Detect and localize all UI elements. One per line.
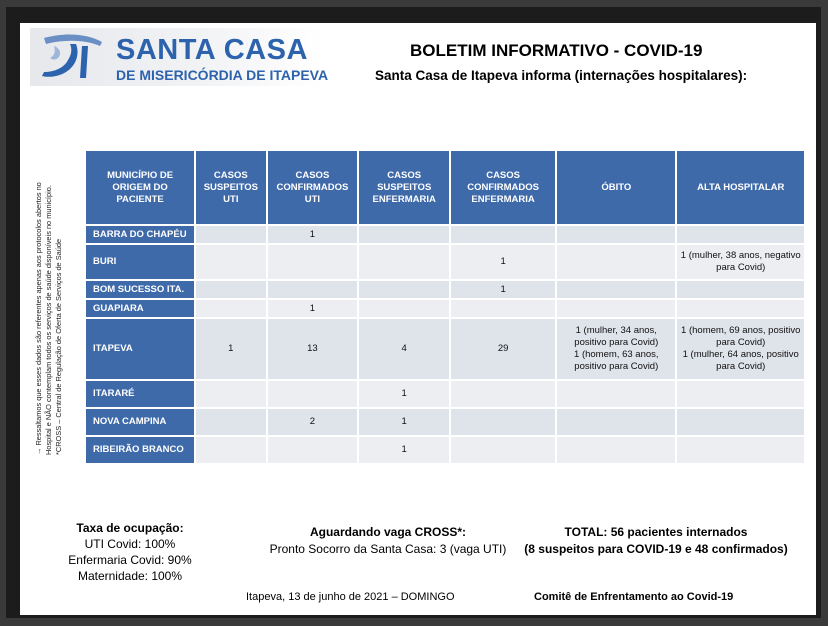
bulletin-subtitle: Santa Casa de Itapeva informa (internações hospitalares): bbox=[375, 68, 748, 83]
cell-obito: 1 (mulher, 34 anos, positivo para Covid) 1 (homem, 63 anos, positivo para Covid) bbox=[556, 318, 676, 380]
cell-alta bbox=[676, 408, 805, 436]
cell-suspeitos-uti bbox=[195, 380, 266, 408]
santa-casa-emblem-icon bbox=[36, 32, 108, 84]
table-row bbox=[85, 318, 805, 380]
waiting-heading: Aguardando vaga CROSS*: bbox=[309, 525, 467, 539]
waiting-cross bbox=[238, 524, 538, 558]
cell-confirmados-enfermaria: 29 bbox=[450, 318, 556, 380]
cell-suspeitos-uti: 1 bbox=[195, 318, 266, 380]
cell-confirmados-enfermaria bbox=[450, 380, 556, 408]
cell-suspeitos-uti bbox=[195, 280, 266, 299]
cell-obito bbox=[556, 280, 676, 299]
occupancy-enfermaria: Enfermaria Covid: 90% bbox=[68, 553, 192, 567]
logo-title: SANTA CASA bbox=[116, 34, 308, 66]
cell-municipio: ITAPEVA bbox=[85, 318, 195, 380]
cell-confirmados-uti: 1 bbox=[267, 225, 359, 244]
header-obito: ÓBITO bbox=[556, 150, 676, 225]
header-suspeitos-enfermaria: CASOS SUSPEITOS ENFERMARIA bbox=[358, 150, 450, 225]
cell-alta bbox=[676, 299, 805, 318]
cell-obito bbox=[556, 244, 676, 280]
cell-suspeitos-enfermaria bbox=[358, 299, 450, 318]
header-confirmados-uti: CASOS CONFIRMADOS UTI bbox=[267, 150, 359, 225]
cell-obito bbox=[556, 436, 676, 464]
bulletin-date: Itapeva, 13 de junho de 2021 – DOMINGO bbox=[246, 591, 455, 603]
cell-confirmados-enfermaria: 1 bbox=[450, 280, 556, 299]
cell-confirmados-uti: 13 bbox=[267, 318, 359, 380]
cell-suspeitos-uti bbox=[195, 436, 266, 464]
cell-suspeitos-enfermaria bbox=[358, 244, 450, 280]
hospitalization-table bbox=[84, 149, 806, 465]
side-note bbox=[34, 145, 64, 455]
cell-municipio: BOM SUCESSO ITA. bbox=[85, 280, 195, 299]
cell-confirmados-uti: 1 bbox=[267, 299, 359, 318]
waiting-text: Pronto Socorro da Santa Casa: 3 (vaga UTI) bbox=[269, 542, 507, 556]
cell-municipio: ITARARÉ bbox=[85, 380, 195, 408]
header-municipio: MUNICÍPIO DE ORIGEM DO PACIENTE bbox=[85, 150, 195, 225]
table-header-row bbox=[85, 150, 805, 225]
cell-confirmados-uti bbox=[267, 436, 359, 464]
header-alta-hospitalar: ALTA HOSPITALAR bbox=[676, 150, 805, 225]
side-note-line-2: Hospital e NÃO contemplam todos os serviços de saúde disponíveis no município. bbox=[44, 185, 53, 455]
cell-municipio: RIBEIRÃO BRANCO bbox=[85, 436, 195, 464]
occupancy-maternidade: Maternidade: 100% bbox=[77, 569, 183, 583]
cell-obito bbox=[556, 225, 676, 244]
cell-confirmados-enfermaria bbox=[450, 408, 556, 436]
cell-suspeitos-enfermaria bbox=[358, 225, 450, 244]
header-suspeitos-uti: CASOS SUSPEITOS UTI bbox=[195, 150, 266, 225]
cell-obito bbox=[556, 408, 676, 436]
committee-name: Comitê de Enfrentamento ao Covid-19 bbox=[534, 591, 734, 603]
cell-confirmados-enfermaria bbox=[450, 299, 556, 318]
cell-suspeitos-enfermaria: 1 bbox=[358, 408, 450, 436]
santa-casa-logo bbox=[30, 28, 329, 86]
cell-suspeitos-enfermaria: 4 bbox=[358, 318, 450, 380]
table-row bbox=[85, 380, 805, 408]
cell-municipio: NOVA CAMPINA bbox=[85, 408, 195, 436]
cell-municipio: GUAPIARA bbox=[85, 299, 195, 318]
table-row bbox=[85, 436, 805, 464]
table-row bbox=[85, 299, 805, 318]
cell-municipio: BURI bbox=[85, 244, 195, 280]
occupancy-rate bbox=[55, 520, 205, 584]
cell-alta bbox=[676, 380, 805, 408]
total-line-2: (8 suspeitos para COVID-19 e 48 confirmados) bbox=[524, 542, 788, 556]
table-row bbox=[85, 280, 805, 299]
bulletin-page bbox=[20, 23, 816, 615]
cell-confirmados-enfermaria bbox=[450, 436, 556, 464]
header-confirmados-enfermaria: CASOS CONFIRMADOS ENFERMARIA bbox=[450, 150, 556, 225]
cell-confirmados-enfermaria: 1 bbox=[450, 244, 556, 280]
logo-subtitle: DE MISERICÓRDIA DE ITAPEVA bbox=[116, 67, 329, 83]
cell-obito bbox=[556, 380, 676, 408]
cell-suspeitos-uti bbox=[195, 408, 266, 436]
cell-alta: 1 (mulher, 38 anos, negativo para Covid) bbox=[676, 244, 805, 280]
cell-confirmados-uti bbox=[267, 244, 359, 280]
cell-suspeitos-enfermaria bbox=[358, 280, 450, 299]
cell-suspeitos-enfermaria: 1 bbox=[358, 380, 450, 408]
cell-alta: 1 (homem, 69 anos, positivo para Covid) 1 (mulher, 64 anos, positivo para Covid) bbox=[676, 318, 805, 380]
cell-confirmados-enfermaria bbox=[450, 225, 556, 244]
occupancy-heading: Taxa de ocupação: bbox=[76, 521, 184, 535]
cell-suspeitos-enfermaria: 1 bbox=[358, 436, 450, 464]
cell-alta bbox=[676, 225, 805, 244]
table-row bbox=[85, 408, 805, 436]
cell-suspeitos-uti bbox=[195, 225, 266, 244]
cell-confirmados-uti bbox=[267, 280, 359, 299]
bulletin-title: BOLETIM INFORMATIVO - COVID-19 bbox=[410, 41, 703, 60]
side-note-line-1: → Ressaltamos que esses dados são referentes apenas aos protocolos abertos no bbox=[34, 182, 43, 455]
table-row bbox=[85, 244, 805, 280]
cell-obito bbox=[556, 299, 676, 318]
cell-confirmados-uti bbox=[267, 380, 359, 408]
side-note-line-3: *CROSS – Central de Regulação de Oferta de Serviços de Saúde bbox=[54, 238, 63, 455]
occupancy-uti: UTI Covid: 100% bbox=[84, 537, 176, 551]
table-row bbox=[85, 225, 805, 244]
cell-confirmados-uti: 2 bbox=[267, 408, 359, 436]
document-frame bbox=[6, 7, 821, 618]
cell-municipio: BARRA DO CHAPÉU bbox=[85, 225, 195, 244]
cell-suspeitos-uti bbox=[195, 244, 266, 280]
cell-alta bbox=[676, 436, 805, 464]
total-patients bbox=[506, 524, 806, 558]
total-line-1: TOTAL: 56 pacientes internados bbox=[564, 525, 748, 539]
cell-suspeitos-uti bbox=[195, 299, 266, 318]
cell-alta bbox=[676, 280, 805, 299]
